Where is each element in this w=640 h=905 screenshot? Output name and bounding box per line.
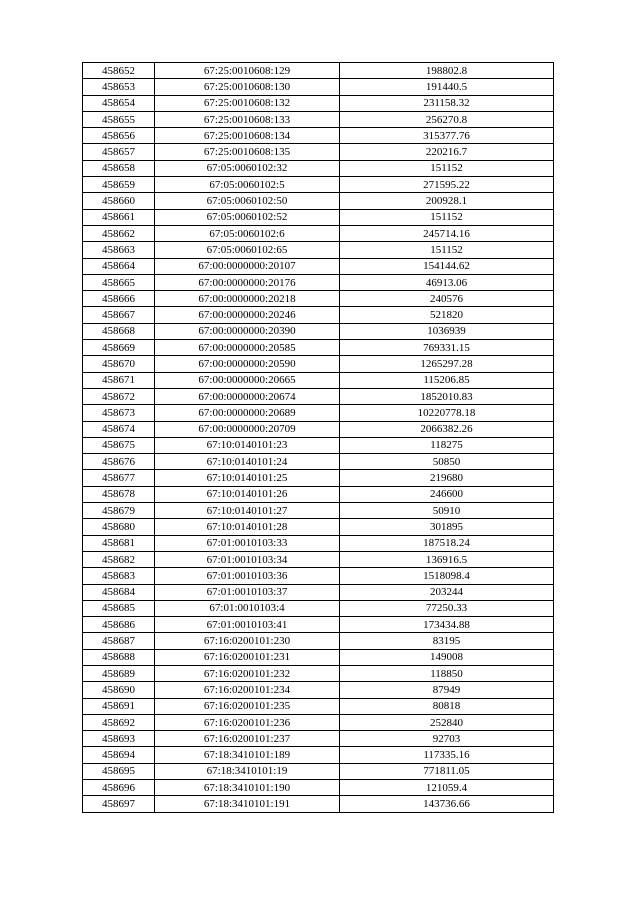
table-row (83, 698, 554, 714)
table-row (83, 274, 554, 290)
row-number-cell: 458675 (83, 437, 155, 453)
row-number-cell: 458677 (83, 470, 155, 486)
table-row (83, 242, 554, 258)
value-cell: 115206.85 (340, 372, 554, 388)
row-number-cell: 458676 (83, 454, 155, 470)
cadastral-number-cell: 67:00:0000000:20709 (155, 421, 340, 437)
data-table (82, 62, 554, 813)
row-number-cell: 458688 (83, 649, 155, 665)
cadastral-number-cell: 67:16:0200101:234 (155, 682, 340, 698)
table-row (83, 111, 554, 127)
row-number-cell: 458697 (83, 796, 155, 812)
value-cell: 151152 (340, 209, 554, 225)
table-row (83, 421, 554, 437)
row-number-cell: 458680 (83, 519, 155, 535)
table-row (83, 128, 554, 144)
table-row (83, 470, 554, 486)
row-number-cell: 458665 (83, 274, 155, 290)
table-row (83, 600, 554, 616)
value-cell: 136916.5 (340, 551, 554, 567)
row-number-cell: 458654 (83, 95, 155, 111)
row-number-cell: 458661 (83, 209, 155, 225)
cadastral-number-cell: 67:00:0000000:20665 (155, 372, 340, 388)
value-cell: 143736.66 (340, 796, 554, 812)
row-number-cell: 458679 (83, 503, 155, 519)
value-cell: 252840 (340, 714, 554, 730)
table-row (83, 160, 554, 176)
cadastral-number-cell: 67:00:0000000:20176 (155, 274, 340, 290)
table-row (83, 437, 554, 453)
cadastral-number-cell: 67:10:0140101:26 (155, 486, 340, 502)
table-body (83, 63, 554, 813)
row-number-cell: 458678 (83, 486, 155, 502)
row-number-cell: 458690 (83, 682, 155, 698)
cadastral-number-cell: 67:25:0010608:134 (155, 128, 340, 144)
row-number-cell: 458689 (83, 665, 155, 681)
value-cell: 80818 (340, 698, 554, 714)
value-cell: 271595.22 (340, 177, 554, 193)
cadastral-number-cell: 67:10:0140101:28 (155, 519, 340, 535)
cadastral-number-cell: 67:10:0140101:24 (155, 454, 340, 470)
row-number-cell: 458686 (83, 617, 155, 633)
cadastral-number-cell: 67:05:0060102:50 (155, 193, 340, 209)
table-row (83, 617, 554, 633)
table-row (83, 731, 554, 747)
row-number-cell: 458659 (83, 177, 155, 193)
cadastral-number-cell: 67:00:0000000:20585 (155, 340, 340, 356)
cadastral-number-cell: 67:16:0200101:230 (155, 633, 340, 649)
cadastral-number-cell: 67:25:0010608:135 (155, 144, 340, 160)
cadastral-number-cell: 67:10:0140101:25 (155, 470, 340, 486)
table-row (83, 665, 554, 681)
cadastral-number-cell: 67:18:3410101:191 (155, 796, 340, 812)
value-cell: 121059.4 (340, 780, 554, 796)
cadastral-number-cell: 67:00:0000000:20246 (155, 307, 340, 323)
cadastral-number-cell: 67:18:3410101:189 (155, 747, 340, 763)
value-cell: 10220778.18 (340, 405, 554, 421)
row-number-cell: 458685 (83, 600, 155, 616)
row-number-cell: 458673 (83, 405, 155, 421)
cadastral-number-cell: 67:01:0010103:4 (155, 600, 340, 616)
value-cell: 149008 (340, 649, 554, 665)
table-row (83, 714, 554, 730)
value-cell: 246600 (340, 486, 554, 502)
value-cell: 769331.15 (340, 340, 554, 356)
table-row (83, 307, 554, 323)
row-number-cell: 458670 (83, 356, 155, 372)
row-number-cell: 458662 (83, 225, 155, 241)
cadastral-number-cell: 67:25:0010608:129 (155, 63, 340, 79)
value-cell: 256270.8 (340, 111, 554, 127)
value-cell: 154144.62 (340, 258, 554, 274)
cadastral-number-cell: 67:10:0140101:27 (155, 503, 340, 519)
value-cell: 198802.8 (340, 63, 554, 79)
value-cell: 231158.32 (340, 95, 554, 111)
row-number-cell: 458652 (83, 63, 155, 79)
row-number-cell: 458663 (83, 242, 155, 258)
table-row (83, 405, 554, 421)
row-number-cell: 458657 (83, 144, 155, 160)
value-cell: 83195 (340, 633, 554, 649)
cadastral-number-cell: 67:00:0000000:20674 (155, 388, 340, 404)
table-row (83, 551, 554, 567)
value-cell: 92703 (340, 731, 554, 747)
cadastral-number-cell: 67:10:0140101:23 (155, 437, 340, 453)
row-number-cell: 458691 (83, 698, 155, 714)
cadastral-number-cell: 67:00:0000000:20390 (155, 323, 340, 339)
row-number-cell: 458664 (83, 258, 155, 274)
table-row (83, 388, 554, 404)
table-row (83, 356, 554, 372)
table-row (83, 763, 554, 779)
cadastral-number-cell: 67:05:0060102:6 (155, 225, 340, 241)
cadastral-number-cell: 67:16:0200101:237 (155, 731, 340, 747)
cadastral-number-cell: 67:16:0200101:231 (155, 649, 340, 665)
table-row (83, 535, 554, 551)
value-cell: 117335.16 (340, 747, 554, 763)
row-number-cell: 458693 (83, 731, 155, 747)
table-row (83, 519, 554, 535)
value-cell: 191440.5 (340, 79, 554, 95)
table-row (83, 95, 554, 111)
row-number-cell: 458684 (83, 584, 155, 600)
cadastral-number-cell: 67:16:0200101:235 (155, 698, 340, 714)
row-number-cell: 458660 (83, 193, 155, 209)
table-row (83, 193, 554, 209)
cadastral-number-cell: 67:00:0000000:20590 (155, 356, 340, 372)
table-row (83, 291, 554, 307)
cadastral-number-cell: 67:05:0060102:65 (155, 242, 340, 258)
row-number-cell: 458672 (83, 388, 155, 404)
cadastral-number-cell: 67:01:0010103:34 (155, 551, 340, 567)
table-row (83, 63, 554, 79)
table-row (83, 209, 554, 225)
value-cell: 220216.7 (340, 144, 554, 160)
value-cell: 245714.16 (340, 225, 554, 241)
row-number-cell: 458658 (83, 160, 155, 176)
value-cell: 173434.88 (340, 617, 554, 633)
table-row (83, 568, 554, 584)
table-row (83, 225, 554, 241)
cadastral-number-cell: 67:25:0010608:130 (155, 79, 340, 95)
table-row (83, 372, 554, 388)
cadastral-number-cell: 67:01:0010103:36 (155, 568, 340, 584)
cadastral-number-cell: 67:01:0010103:33 (155, 535, 340, 551)
value-cell: 240576 (340, 291, 554, 307)
value-cell: 301895 (340, 519, 554, 535)
value-cell: 151152 (340, 160, 554, 176)
value-cell: 2066382.26 (340, 421, 554, 437)
row-number-cell: 458669 (83, 340, 155, 356)
row-number-cell: 458696 (83, 780, 155, 796)
table-row (83, 486, 554, 502)
table-row (83, 177, 554, 193)
cadastral-number-cell: 67:18:3410101:19 (155, 763, 340, 779)
row-number-cell: 458674 (83, 421, 155, 437)
table-row (83, 747, 554, 763)
row-number-cell: 458668 (83, 323, 155, 339)
value-cell: 1852010.83 (340, 388, 554, 404)
row-number-cell: 458683 (83, 568, 155, 584)
row-number-cell: 458687 (83, 633, 155, 649)
table-row (83, 796, 554, 812)
value-cell: 1265297.28 (340, 356, 554, 372)
table-row (83, 584, 554, 600)
cadastral-number-cell: 67:16:0200101:236 (155, 714, 340, 730)
value-cell: 77250.33 (340, 600, 554, 616)
value-cell: 187518.24 (340, 535, 554, 551)
table-row (83, 323, 554, 339)
value-cell: 87949 (340, 682, 554, 698)
value-cell: 1036939 (340, 323, 554, 339)
row-number-cell: 458682 (83, 551, 155, 567)
row-number-cell: 458655 (83, 111, 155, 127)
cadastral-number-cell: 67:01:0010103:37 (155, 584, 340, 600)
cadastral-number-cell: 67:00:0000000:20218 (155, 291, 340, 307)
value-cell: 50850 (340, 454, 554, 470)
value-cell: 315377.76 (340, 128, 554, 144)
cadastral-number-cell: 67:01:0010103:41 (155, 617, 340, 633)
row-number-cell: 458695 (83, 763, 155, 779)
row-number-cell: 458667 (83, 307, 155, 323)
value-cell: 151152 (340, 242, 554, 258)
cadastral-number-cell: 67:00:0000000:20689 (155, 405, 340, 421)
row-number-cell: 458681 (83, 535, 155, 551)
cadastral-number-cell: 67:25:0010608:133 (155, 111, 340, 127)
value-cell: 46913.06 (340, 274, 554, 290)
value-cell: 771811.05 (340, 763, 554, 779)
value-cell: 50910 (340, 503, 554, 519)
table-row (83, 258, 554, 274)
row-number-cell: 458653 (83, 79, 155, 95)
table-row (83, 454, 554, 470)
row-number-cell: 458692 (83, 714, 155, 730)
value-cell: 219680 (340, 470, 554, 486)
table-row (83, 682, 554, 698)
row-number-cell: 458656 (83, 128, 155, 144)
value-cell: 118850 (340, 665, 554, 681)
table-row (83, 79, 554, 95)
cadastral-number-cell: 67:05:0060102:5 (155, 177, 340, 193)
row-number-cell: 458666 (83, 291, 155, 307)
cadastral-number-cell: 67:18:3410101:190 (155, 780, 340, 796)
table-row (83, 144, 554, 160)
cadastral-number-cell: 67:16:0200101:232 (155, 665, 340, 681)
value-cell: 1518098.4 (340, 568, 554, 584)
cadastral-number-cell: 67:05:0060102:52 (155, 209, 340, 225)
table-row (83, 633, 554, 649)
table-row (83, 503, 554, 519)
cadastral-number-cell: 67:05:0060102:32 (155, 160, 340, 176)
value-cell: 200928.1 (340, 193, 554, 209)
row-number-cell: 458694 (83, 747, 155, 763)
table-row (83, 780, 554, 796)
table-row (83, 340, 554, 356)
row-number-cell: 458671 (83, 372, 155, 388)
value-cell: 118275 (340, 437, 554, 453)
value-cell: 521820 (340, 307, 554, 323)
cadastral-number-cell: 67:25:0010608:132 (155, 95, 340, 111)
cadastral-number-cell: 67:00:0000000:20107 (155, 258, 340, 274)
value-cell: 203244 (340, 584, 554, 600)
table-row (83, 649, 554, 665)
